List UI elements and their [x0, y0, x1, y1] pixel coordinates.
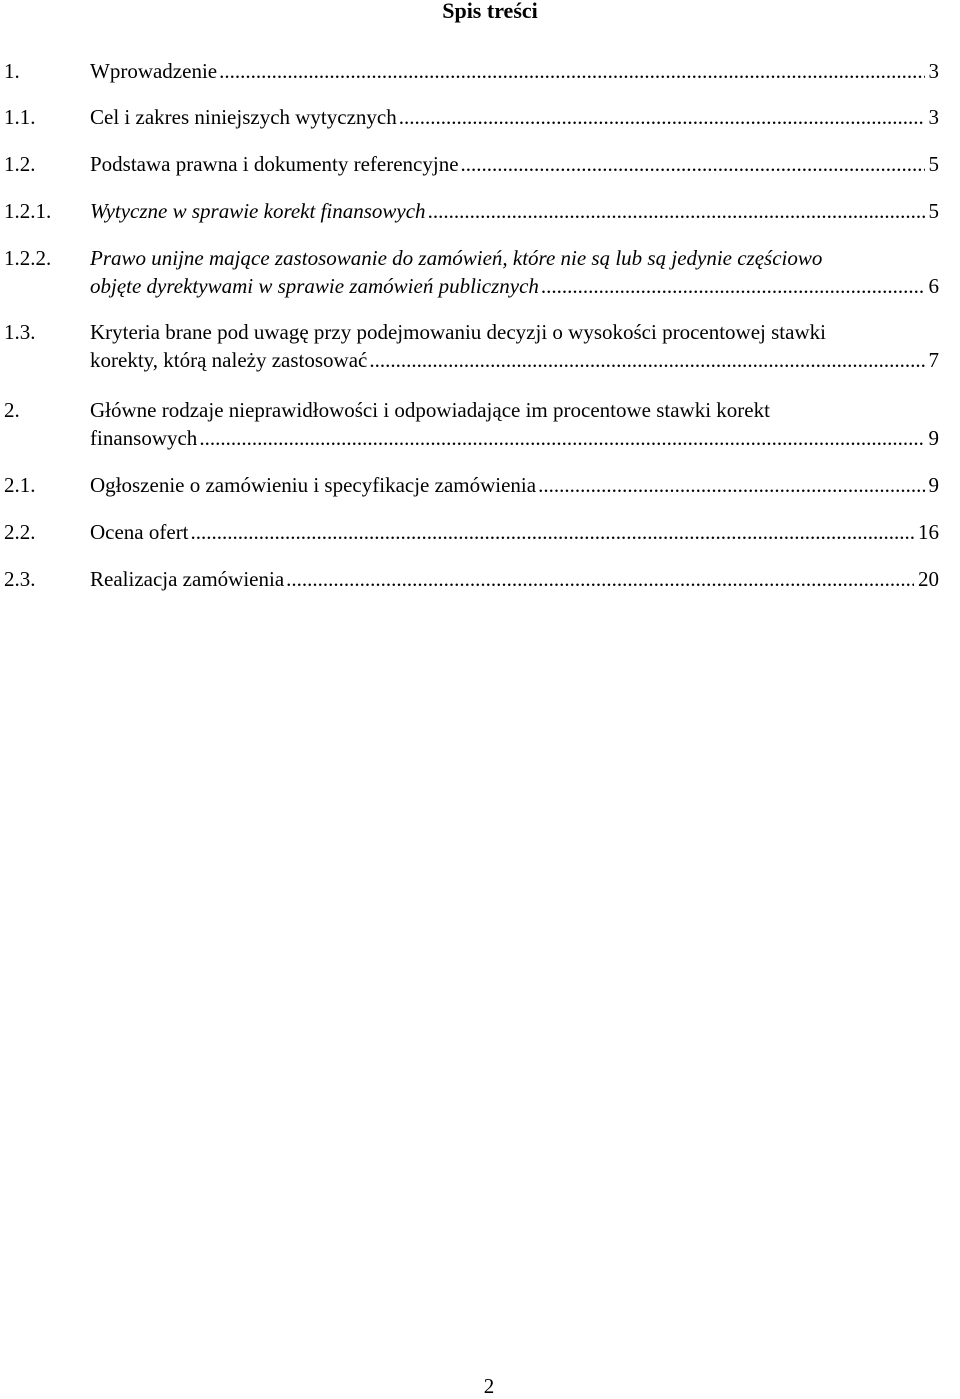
entry-number: 1. [4, 59, 20, 83]
entry-number: 2.3. [4, 567, 36, 591]
entry-title: Cel i zakres niniejszych wytycznych [90, 105, 397, 129]
entry-page-number: 9 [928, 426, 939, 450]
entry-page-number: 5 [928, 152, 939, 176]
toc-entry[interactable] [0, 244, 939, 300]
entry-page-number: 16 [918, 520, 939, 544]
entry-title: Wytyczne w sprawie korekt finansowych [90, 199, 426, 223]
dot-leader [191, 518, 914, 546]
toc-entry[interactable] [0, 57, 939, 85]
toc-entry[interactable] [0, 197, 939, 225]
entry-number: 2.2. [4, 520, 36, 544]
entry-title-line: Prawo unijne mające zastosowanie do zamówień, które nie są lub są jedynie częściowo [90, 246, 823, 270]
entry-number: 1.2.1. [4, 199, 52, 223]
dot-leader [286, 565, 914, 593]
entry-page-number: 5 [928, 199, 939, 223]
entry-number: 1.2. [4, 152, 36, 176]
toc-entry[interactable] [0, 318, 939, 374]
dot-leader [428, 197, 925, 225]
entry-title: Wprowadzenie [90, 59, 218, 83]
dot-leader [461, 150, 925, 178]
dot-leader [399, 103, 925, 131]
entry-page-number: 20 [918, 567, 939, 591]
entry-number: 1.1. [4, 105, 36, 129]
dot-leader [369, 346, 924, 374]
toc-entry[interactable] [0, 396, 939, 452]
toc-entry[interactable] [0, 103, 939, 131]
entry-number: 1.2.2. [4, 246, 52, 270]
dot-leader [219, 57, 924, 85]
dot-leader [541, 272, 925, 300]
dot-leader [199, 424, 924, 452]
entry-title: Realizacja zamówienia [90, 567, 285, 591]
entry-title-line: Główne rodzaje nieprawidłowości i odpowiadające im procentowe stawki korekt [90, 398, 770, 422]
page-number: 2 [483, 1374, 495, 1398]
entry-page-number: 3 [928, 105, 939, 129]
entry-number: 1.3. [4, 320, 36, 344]
entry-title: korekty, którą należy zastosować [90, 348, 368, 372]
entry-page-number: 3 [928, 59, 939, 83]
entry-title: finansowych [90, 426, 198, 450]
entry-title: Ocena ofert [90, 520, 189, 544]
entry-number: 2.1. [4, 473, 36, 497]
toc-entry[interactable] [0, 565, 939, 593]
entry-title: Podstawa prawna i dokumenty referencyjne [90, 152, 459, 176]
entry-title-line: Kryteria brane pod uwagę przy podejmowaniu decyzji o wysokości procentowej stawki [90, 320, 826, 344]
toc-entry[interactable] [0, 518, 939, 546]
toc-entry[interactable] [0, 471, 939, 499]
dot-leader [538, 471, 924, 499]
entry-page-number: 9 [928, 473, 939, 497]
entry-page-number: 7 [928, 348, 939, 372]
page-title: Spis treści [442, 0, 538, 23]
entry-number: 2. [4, 398, 20, 422]
entry-page-number: 6 [928, 274, 939, 298]
toc-entry[interactable] [0, 150, 939, 178]
entry-title: objęte dyrektywami w sprawie zamówień publicznych [90, 274, 539, 298]
entry-title: Ogłoszenie o zamówieniu i specyfikacje zamówienia [90, 473, 537, 497]
